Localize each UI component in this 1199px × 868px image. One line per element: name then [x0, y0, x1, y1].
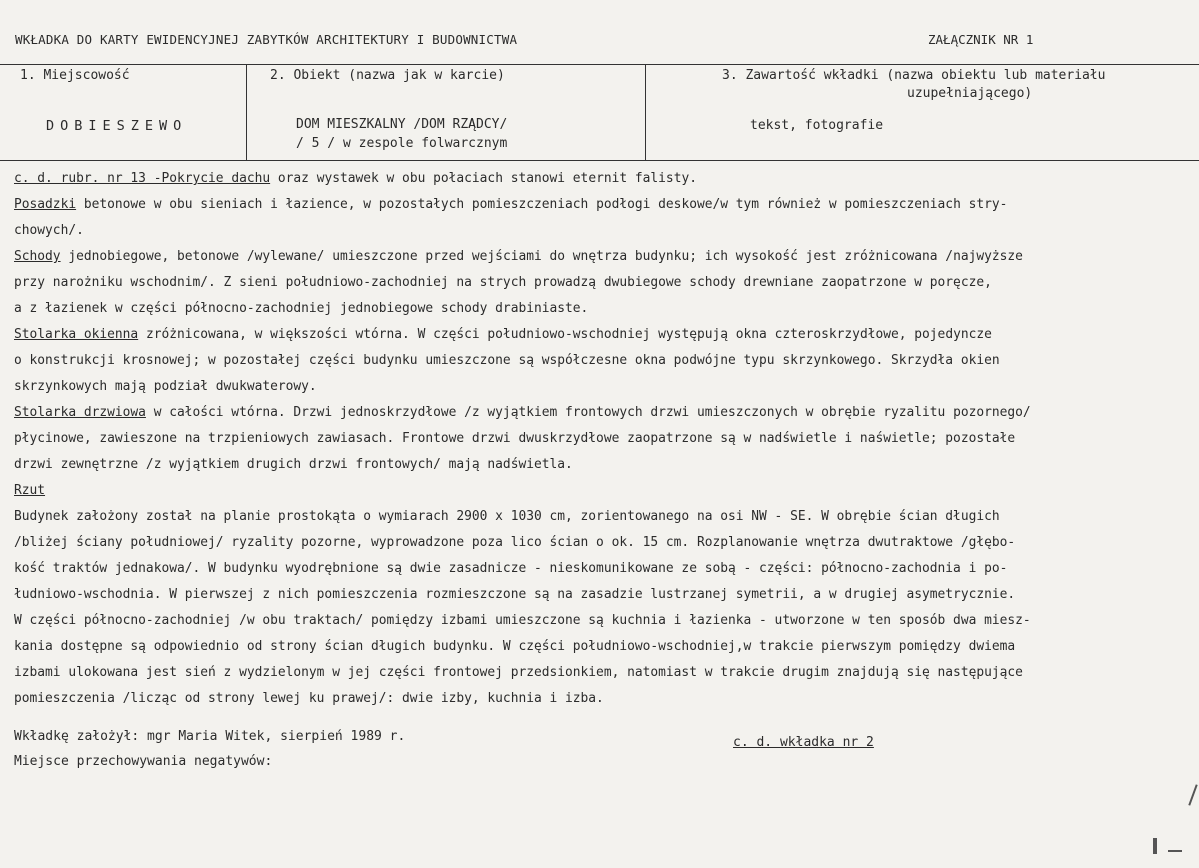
object-value-line1: DOM MIESZKALNY /DOM RZĄDCY/	[296, 117, 508, 132]
text-line: pomieszczenia /licząc od strony lewej ku prawej/: dwie izby, kuchnia i izba.	[14, 691, 604, 706]
locality-label: 1. Miejscowość	[20, 68, 130, 83]
text-span: w całości wtórna. Drzwi jednoskrzydłowe /z wyjątkiem frontowych drzwi umieszczonych w obrębie ryzalitu pozornego/	[145, 405, 1031, 420]
column-divider-2	[645, 65, 646, 160]
content-label-line2: uzupełniającego)	[907, 86, 1033, 101]
content-label-line1: 3. Zawartość wkładki (nazwa obiektu lub materiału	[722, 68, 1106, 83]
attachment-number: ZAŁĄCZNIK NR 1	[928, 32, 1034, 47]
text-line: Budynek założony został na planie prostokąta o wymiarach 2900 x 1030 cm, zorientowanego na osi NW - SE. W obrębie ścian długich	[14, 509, 1000, 524]
continuation-note: c. d. wkładka nr 2	[733, 735, 874, 750]
text-line: drzwi zewnętrzne /z wyjątkiem drugich drzwi frontowych/ mają nadświetla.	[14, 457, 573, 472]
text-line: W części północno-zachodniej /w obu traktach/ pomiędzy izbami umieszczone są kuchnia i łazienka - utworzone w ten sposób dwa miesz-	[14, 613, 1031, 628]
text-line	[14, 478, 1194, 504]
object-value-line2: / 5 / w zespole folwarcznym	[296, 136, 508, 151]
text-line: /bliżej ściany południowej/ ryzality pozorne, wyprowadzone poza lico ścian o ok. 15 cm. Rozplanowanie wnętrza dwutraktowe /głębo-	[14, 535, 1016, 550]
top-rule	[0, 64, 1199, 65]
content-value: tekst, fotografie	[750, 118, 884, 133]
scan-mark	[1168, 850, 1182, 852]
text-line: kość traktów jednakowa/. W budynku wyodrębnione są dwie zasadnicze - nieskomunikowane ze sobą - części: północno-zachodnia i po-	[14, 561, 1008, 576]
continuation-ref: c. d. rubr. nr 13 -	[14, 171, 162, 186]
text-span: jednobiegowe, betonowe /wylewane/ umieszczone przed wejściami do wnętrza budynku; ich wysokość jest zróżnicowana /najwyższe	[60, 249, 1023, 264]
text-line	[14, 192, 1194, 218]
negatives-storage-line: Miejsce przechowywania negatywów:	[14, 754, 273, 769]
text-line: skrzynkowych mają podział dwukwaterowy.	[14, 379, 317, 394]
description-body	[14, 166, 1194, 712]
text-line	[14, 322, 1194, 348]
text-line: o konstrukcji krosnowej; w pozostałej części budynku umieszczone są współczesne okna podwójne typu skrzynkowego. Skrzydła okien	[14, 353, 1000, 368]
text-span: betonowe w obu sieniach i łazience, w pozostałych pomieszczeniach podłogi deskowe/w tym również w pomieszczeniach stry-	[76, 197, 1008, 212]
text-span: oraz wystawek w obu połaciach stanowi eternit falisty.	[270, 171, 697, 186]
scan-mark	[1153, 838, 1157, 854]
text-line	[14, 400, 1194, 426]
text-line: a z łazienek w części północno-zachodniej jednobiegowe schody drabiniaste.	[14, 301, 589, 316]
column-divider-1	[246, 65, 247, 160]
heading-roofing: Pokrycie dachu	[161, 171, 271, 186]
text-line: płycinowe, zawieszone na trzpieniowych zawiasach. Frontowe drzwi dwuskrzydłowe zaopatrzone są w nadświetle i naświetle; pozostałe	[14, 431, 1016, 446]
heading-floors: Posadzki	[14, 197, 77, 212]
locality-value: DOBIESZEWO	[46, 118, 188, 134]
text-line: izbami ulokowana jest sień z wydzielonym w jej części frontowej przedsionkiem, natomiast w trakcie drugim znajdują się następujące	[14, 665, 1023, 680]
author-line: Wkładkę założył: mgr Maria Witek, sierpień 1989 r.	[14, 729, 406, 744]
text-line: kania dostępne są odpowiednio od strony ścian długich budynku. W części południowo-wschodniej,w trakcie pierwszym pomiędzy dwiema	[14, 639, 1016, 654]
heading-doors: Stolarka drzwiowa	[14, 405, 146, 420]
text-line	[14, 244, 1194, 270]
text-line: chowych/.	[14, 223, 84, 238]
heading-plan: Rzut	[14, 483, 46, 498]
scan-mark	[1188, 784, 1197, 805]
object-label: 2. Obiekt (nazwa jak w karcie)	[270, 68, 505, 83]
text-line: przy narożniku wschodnim/. Z sieni południowo-zachodniej na strych prowadzą dwubiegowe schody drewniane zaopatrzone w poręcze,	[14, 275, 992, 290]
text-line: łudniowo-wschodnia. W pierwszej z nich pomieszczenia rozmieszczone są na zasadzie lustrzanej symetrii, a w drugiej asymetrycznie.	[14, 587, 1016, 602]
card-title: WKŁADKA DO KARTY EWIDENCYJNEJ ZABYTKÓW ARCHITEKTURY I BUDOWNICTWA	[15, 32, 518, 47]
heading-windows: Stolarka okienna	[14, 327, 139, 342]
text-span: zróżnicowana, w większości wtórna. W części południowo-wschodniej występują okna czteroskrzydłowe, pojedyncze	[138, 327, 992, 342]
header-bottom-rule	[0, 160, 1199, 161]
heading-stairs: Schody	[14, 249, 61, 264]
text-line	[14, 166, 1194, 192]
